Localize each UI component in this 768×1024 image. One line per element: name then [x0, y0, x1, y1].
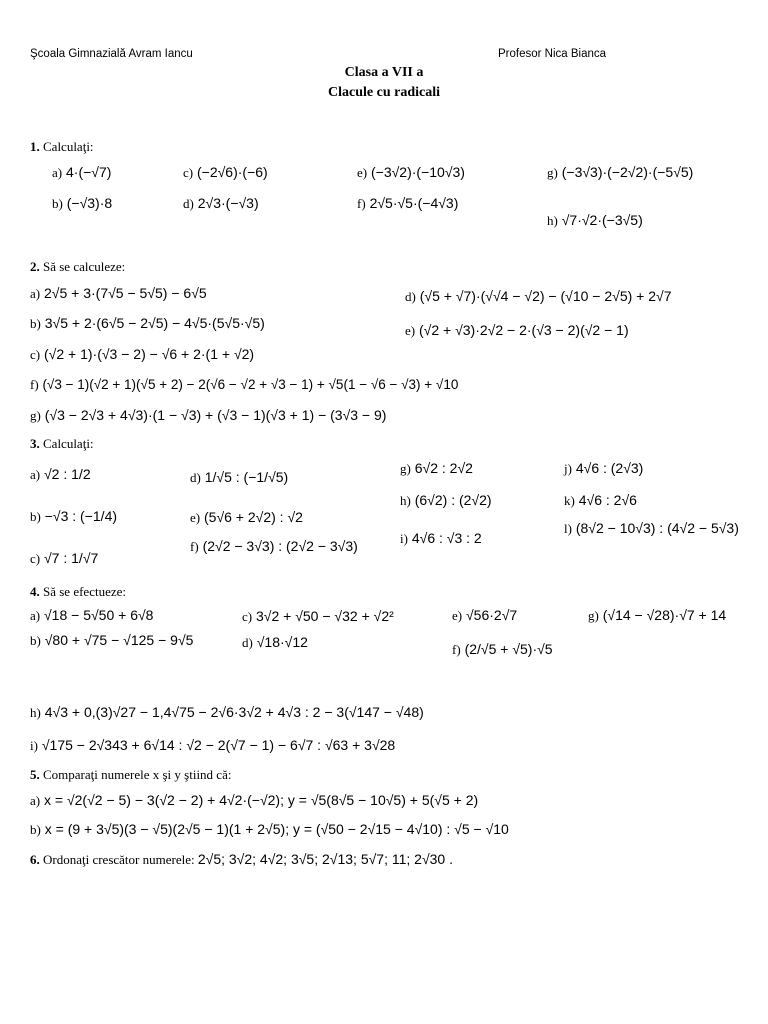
ex2-item-d: d) (√5 + √7)·(√√4 − √2) − (√10 − 2√5) + 2√7 [405, 288, 672, 304]
ex4-item-h: h) 4√3 + 0,(3)√27 − 1,4√75 − 2√6·3√2 + 4√3 : 2 − 3(√147 − √48) [30, 704, 424, 720]
ex3-item-i: i) 4√6 : √3 : 2 [400, 530, 482, 546]
ex1-item-f: f) 2√5·√5·(−4√3) [357, 195, 459, 211]
ex2-item-c: c) (√2 + 1)·(√3 − 2) − √6 + 2·(1 + √2) [30, 346, 255, 362]
ex3-item-d: d) 1/√5 : (−1/√5) [190, 469, 289, 485]
ex3-number: 3. [30, 436, 40, 451]
ex2-item-f: f) (√3 − 1)(√2 + 1)(√5 + 2) − 2(√6 − √2 + √3 − 1) + √5(1 − √6 − √3) + √10 [30, 377, 459, 392]
ex4-item-g: g) (√14 − √28)·√7 + 14 [588, 607, 727, 623]
ex1-item-b: b) (−√3)·8 [52, 195, 113, 211]
ex4-item-b: b) √80 + √75 − √125 − 9√5 [30, 632, 194, 648]
ex3-heading [30, 436, 94, 452]
ex4-item-e: e) √56·2√7 [452, 607, 518, 623]
ex4-item-a: a) √18 − 5√50 + 6√8 [30, 607, 154, 623]
ex3-item-f: f) (2√2 − 3√3) : (2√2 − 3√3) [190, 538, 358, 554]
ex6-number: 6. [30, 852, 40, 867]
ex1-item-g: g) (−3√3)·(−2√2)·(−5√5) [547, 164, 694, 180]
ex1-title: Calculaţi: [43, 139, 94, 154]
ex6-line [30, 851, 453, 868]
ex2-item-b: b) 3√5 + 2·(6√5 − 2√5) − 4√5·(5√5·√5) [30, 315, 265, 331]
ex2-number: 2. [30, 259, 40, 274]
ex6-title: Ordonaţi crescător numerele: [43, 852, 195, 867]
ex1-item-c: c) (−2√6)·(−6) [183, 164, 268, 180]
ex4-item-d: d) √18·√12 [242, 634, 308, 650]
ex2-title: Să se calculeze: [43, 259, 126, 274]
ex2-heading [30, 259, 125, 275]
ex2-item-a: a) 2√5 + 3·(7√5 − 5√5) − 6√5 [30, 285, 207, 301]
ex4-item-c: c) 3√2 + √50 − √32 + √2² [242, 608, 394, 624]
ex3-title: Calculaţi: [43, 436, 94, 451]
school-name: Şcoala Gimnazială Avram Iancu [30, 48, 193, 60]
ex3-item-e: e) (5√6 + 2√2) : √2 [190, 509, 303, 525]
ex4-item-f: f) (2/√5 + √5)·√5 [452, 641, 553, 657]
ex1-number: 1. [30, 139, 40, 154]
ex1-item-d: d) 2√3·(−√3) [183, 195, 259, 211]
ex2-item-g: g) (√3 − 2√3 + 4√3)·(1 − √3) + (√3 − 1)(√3 + 1) − (3√3 − 9) [30, 407, 387, 423]
ex1-item-a: a) 4·(−√7) [52, 164, 112, 180]
ex5-number: 5. [30, 767, 40, 782]
ex3-item-l: l) (8√2 − 10√3) : (4√2 − 5√3) [564, 520, 739, 536]
ex6-expr: 2√5; 3√2; 4√2; 3√5; 2√13; 5√7; 11; 2√30 . [197, 851, 453, 867]
ex2-item-e: e) (√2 + √3)·2√2 − 2·(√3 − 2)(√2 − 1) [405, 322, 629, 338]
ex3-item-b: b) −√3 : (−1/4) [30, 508, 118, 524]
ex4-title: Să se efectueze: [43, 584, 127, 599]
ex1-item-e: e) (−3√2)·(−10√3) [357, 164, 465, 180]
ex4-heading [30, 584, 126, 600]
ex4-item-i: i) √175 − 2√343 + 6√14 : √2 − 2(√7 − 1) − 6√7 : √63 + 3√28 [30, 737, 396, 753]
ex5-item-b: b) x = (9 + 3√5)(3 − √5)(2√5 − 1)(1 + 2√5); y = (√50 − 2√15 − 4√10) : √5 − √10 [30, 821, 509, 837]
topic-title: Clacule cu radicali [328, 85, 440, 100]
ex5-heading [30, 767, 231, 783]
ex3-item-k: k) 4√6 : 2√6 [564, 492, 637, 508]
ex1-heading [30, 139, 94, 155]
ex4-number: 4. [30, 584, 40, 599]
ex3-item-c: c) √7 : 1/√7 [30, 550, 99, 566]
ex3-item-a: a) √2 : 1/2 [30, 466, 91, 482]
ex3-item-h: h) (6√2) : (2√2) [400, 492, 492, 508]
ex1-item-h: h) √7·√2·(−3√5) [547, 212, 643, 228]
ex3-item-g: g) 6√2 : 2√2 [400, 460, 473, 476]
ex5-item-a: a) x = √2(√2 − 5) − 3(√2 − 2) + 4√2·(−√2); y = √5(8√5 − 10√5) + 5(√5 + 2) [30, 792, 479, 808]
ex3-item-j: j) 4√6 : (2√3) [564, 460, 644, 476]
class-title: Clasa a VII a [344, 65, 424, 80]
ex5-title: Comparaţi numerele x şi y ştiind că: [43, 767, 232, 782]
teacher-name: Profesor Nica Bianca [498, 48, 607, 60]
